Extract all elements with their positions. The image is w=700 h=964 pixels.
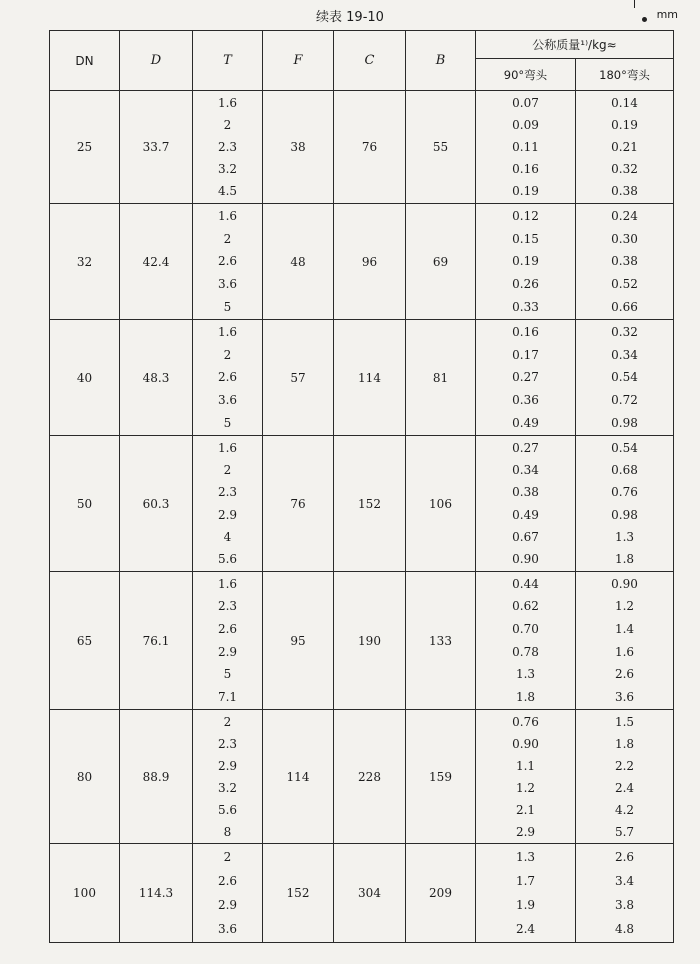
cell-mass-180-value: 4.2: [614, 802, 635, 817]
cell-wall-thickness-value: 1.6: [217, 208, 238, 223]
cell-wall-thickness: [193, 710, 263, 844]
cell-c: 152: [334, 436, 406, 572]
cell-c: 76: [334, 91, 406, 204]
header-t: T: [193, 31, 263, 91]
cell-mass-180-value: 0.30: [611, 231, 638, 246]
cell-f: 152: [263, 844, 334, 943]
cell-mass-180-value: 0.19: [611, 117, 638, 132]
cell-mass-90: [476, 320, 576, 436]
cell-wall-thickness-value: 3.2: [217, 162, 238, 177]
cell-mass-90-value: 0.26: [512, 277, 539, 292]
cell-dn: 40: [50, 320, 120, 436]
cell-mass-90-value: 0.19: [512, 184, 539, 199]
cell-mass-180-value: 2.6: [614, 667, 635, 682]
table-row: [50, 436, 674, 572]
cell-mass-180: [576, 91, 674, 204]
cell-dn: 50: [50, 436, 120, 572]
cell-mass-90-value: 1.8: [515, 690, 536, 705]
cell-c: 114: [334, 320, 406, 436]
cell-mass-180-value: 1.2: [614, 599, 635, 614]
cell-wall-thickness-value: 2.6: [217, 873, 238, 888]
cell-outer-diameter: 88.9: [120, 710, 193, 844]
cell-mass-90-value: 0.62: [512, 599, 539, 614]
cell-wall-thickness-value: 5: [223, 416, 232, 431]
header-180-elbow: 180°弯头: [576, 59, 674, 91]
cell-mass-90-value: 0.07: [512, 95, 539, 110]
cell-mass-180: [576, 710, 674, 844]
cell-wall-thickness-value: 8: [223, 824, 232, 839]
cell-mass-180-value: 0.98: [611, 507, 638, 522]
cell-wall-thickness-value: 2.3: [217, 485, 238, 500]
cell-c: 190: [334, 572, 406, 710]
cell-wall-thickness-value: 2: [223, 849, 232, 864]
cell-mass-90-value: 1.9: [515, 898, 536, 913]
cell-wall-thickness-value: 2.9: [217, 644, 238, 659]
cell-wall-thickness: [193, 572, 263, 710]
header-nominal-mass: 公称质量¹⁾/kg≈: [476, 31, 674, 59]
cell-wall-thickness-value: 2.6: [217, 254, 238, 269]
cell-mass-90-value: 0.15: [512, 231, 539, 246]
header-b: B: [406, 31, 476, 91]
cell-mass-180-value: 0.98: [611, 416, 638, 431]
header-d: D: [120, 31, 193, 91]
cell-wall-thickness-value: 3.6: [217, 277, 238, 292]
cell-wall-thickness-value: 3.6: [217, 922, 238, 937]
cell-mass-180-value: 1.4: [614, 622, 635, 637]
cell-mass-90: [476, 436, 576, 572]
cell-outer-diameter: 60.3: [120, 436, 193, 572]
cell-mass-90-value: 1.3: [515, 667, 536, 682]
elbow-dimension-table: [49, 30, 674, 943]
cell-mass-180-value: 3.4: [614, 873, 635, 888]
cell-wall-thickness-value: 2.9: [217, 758, 238, 773]
cell-c: 228: [334, 710, 406, 844]
cell-outer-diameter: 33.7: [120, 91, 193, 204]
cell-mass-180-value: 0.76: [611, 485, 638, 500]
table-row: [50, 572, 674, 710]
cell-mass-90-value: 1.3: [515, 849, 536, 864]
cell-mass-90: [476, 572, 576, 710]
bullet-dot: [642, 17, 647, 22]
cell-mass-90-value: 0.49: [512, 416, 539, 431]
cell-mass-90-value: 0.11: [512, 139, 539, 154]
cell-f: 95: [263, 572, 334, 710]
table-row: [50, 710, 674, 844]
cell-mass-180-value: 0.32: [611, 162, 638, 177]
cell-wall-thickness-value: 1.6: [217, 576, 238, 591]
cell-dn: 65: [50, 572, 120, 710]
cell-wall-thickness-value: 2.3: [217, 736, 238, 751]
cell-mass-180-value: 1.8: [614, 736, 635, 751]
cell-mass-180: [576, 844, 674, 943]
cell-mass-90-value: 1.7: [515, 873, 536, 888]
cell-mass-180-value: 2.4: [614, 780, 635, 795]
cell-mass-180-value: 0.54: [611, 440, 638, 455]
header-90-elbow: 90°弯头: [476, 59, 576, 91]
cell-mass-90: [476, 844, 576, 943]
cell-wall-thickness-value: 2: [223, 462, 232, 477]
cell-mass-90-value: 2.9: [515, 824, 536, 839]
cell-c: 304: [334, 844, 406, 943]
cell-mass-90-value: 0.78: [512, 644, 539, 659]
table-caption: 续表 19-10: [316, 10, 384, 25]
cell-mass-90-value: 0.76: [512, 714, 539, 729]
cell-mass-180-value: 0.38: [611, 254, 638, 269]
cell-b: 55: [406, 91, 476, 204]
cell-wall-thickness-value: 7.1: [217, 690, 238, 705]
cell-wall-thickness-value: 1.6: [217, 324, 238, 339]
cell-wall-thickness-value: 4: [223, 529, 232, 544]
cell-wall-thickness: [193, 204, 263, 320]
cell-mass-90-value: 1.1: [515, 758, 536, 773]
cell-outer-diameter: 42.4: [120, 204, 193, 320]
cell-wall-thickness-value: 2.9: [217, 507, 238, 522]
cell-mass-90-value: 0.67: [512, 529, 539, 544]
cell-mass-90-value: 0.38: [512, 485, 539, 500]
cell-wall-thickness-value: 1.6: [217, 440, 238, 455]
table-row: [50, 844, 674, 943]
cell-dn: 32: [50, 204, 120, 320]
cell-mass-180-value: 0.38: [611, 184, 638, 199]
cell-f: 76: [263, 436, 334, 572]
cell-wall-thickness-value: 2.6: [217, 622, 238, 637]
cell-b: 133: [406, 572, 476, 710]
cell-mass-180-value: 1.5: [614, 714, 635, 729]
cell-f: 114: [263, 710, 334, 844]
cell-mass-180-value: 3.6: [614, 690, 635, 705]
cell-dn: 100: [50, 844, 120, 943]
cell-mass-90-value: 0.33: [512, 300, 539, 315]
cell-mass-180-value: 1.3: [614, 529, 635, 544]
cell-wall-thickness-value: 1.6: [217, 95, 238, 110]
cell-mass-90-value: 0.09: [512, 117, 539, 132]
cell-wall-thickness-value: 2: [223, 714, 232, 729]
cell-mass-90-value: 0.49: [512, 507, 539, 522]
cell-f: 38: [263, 91, 334, 204]
cell-mass-90-value: 0.44: [512, 576, 539, 591]
table-row: [50, 320, 674, 436]
cell-dn: 80: [50, 710, 120, 844]
cell-mass-180-value: 1.8: [614, 552, 635, 567]
cell-mass-90-value: 0.27: [512, 440, 539, 455]
cell-mass-180: [576, 572, 674, 710]
cell-c: 96: [334, 204, 406, 320]
cell-mass-180-value: 5.7: [614, 824, 635, 839]
cell-wall-thickness-value: 2: [223, 231, 232, 246]
cell-mass-90-value: 0.16: [512, 324, 539, 339]
cell-outer-diameter: 114.3: [120, 844, 193, 943]
cell-mass-90-value: 1.2: [515, 780, 536, 795]
cell-wall-thickness-value: 2.3: [217, 139, 238, 154]
cell-mass-180-value: 0.72: [611, 393, 638, 408]
cell-mass-180-value: 0.34: [611, 347, 638, 362]
table-row: [50, 204, 674, 320]
cell-mass-180-value: 0.68: [611, 462, 638, 477]
cell-dn: 25: [50, 91, 120, 204]
cell-mass-180-value: 0.32: [611, 324, 638, 339]
cell-mass-90-value: 0.17: [512, 347, 539, 362]
cell-mass-180-value: 0.14: [611, 95, 638, 110]
cell-b: 209: [406, 844, 476, 943]
cell-mass-90-value: 0.70: [512, 622, 539, 637]
cell-mass-180-value: 2.6: [614, 849, 635, 864]
cell-b: 159: [406, 710, 476, 844]
cell-mass-180: [576, 436, 674, 572]
cell-mass-180-value: 4.8: [614, 922, 635, 937]
header-c: C: [334, 31, 406, 91]
unit-label: mm: [656, 8, 678, 21]
cell-mass-180: [576, 204, 674, 320]
cell-mass-180-value: 3.8: [614, 898, 635, 913]
cell-b: 106: [406, 436, 476, 572]
cell-mass-90: [476, 91, 576, 204]
cell-mass-90-value: 0.27: [512, 370, 539, 385]
cell-mass-90-value: 0.19: [512, 254, 539, 269]
cell-wall-thickness-value: 2: [223, 117, 232, 132]
cell-wall-thickness: [193, 320, 263, 436]
cell-wall-thickness-value: 2.9: [217, 898, 238, 913]
cell-wall-thickness-value: 2: [223, 347, 232, 362]
cell-wall-thickness-value: 5: [223, 300, 232, 315]
cell-wall-thickness-value: 4.5: [217, 184, 238, 199]
cell-wall-thickness-value: 2.3: [217, 599, 238, 614]
cell-wall-thickness-value: 3.2: [217, 780, 238, 795]
cell-wall-thickness-value: 2.6: [217, 370, 238, 385]
cell-outer-diameter: 48.3: [120, 320, 193, 436]
cell-b: 81: [406, 320, 476, 436]
cell-wall-thickness-value: 5.6: [217, 552, 238, 567]
cell-mass-180-value: 2.2: [614, 758, 635, 773]
cell-mass-180-value: 0.54: [611, 370, 638, 385]
table-body: [50, 91, 674, 943]
cell-mass-180-value: 0.52: [611, 277, 638, 292]
cell-mass-180-value: 0.24: [611, 208, 638, 223]
cell-mass-90-value: 0.34: [512, 462, 539, 477]
cell-mass-90-value: 0.90: [512, 552, 539, 567]
header-f: F: [263, 31, 334, 91]
cell-mass-90: [476, 204, 576, 320]
cell-wall-thickness: [193, 436, 263, 572]
cell-wall-thickness: [193, 844, 263, 943]
cell-f: 57: [263, 320, 334, 436]
cell-mass-90-value: 0.16: [512, 162, 539, 177]
cell-mass-180-value: 0.21: [611, 139, 638, 154]
cell-mass-180-value: 1.6: [614, 644, 635, 659]
cell-mass-180-value: 0.90: [611, 576, 638, 591]
cell-mass-90: [476, 710, 576, 844]
cell-wall-thickness-value: 3.6: [217, 393, 238, 408]
cell-mass-90-value: 0.36: [512, 393, 539, 408]
cell-mass-180-value: 0.66: [611, 300, 638, 315]
cell-outer-diameter: 76.1: [120, 572, 193, 710]
table-row: [50, 91, 674, 204]
cell-wall-thickness-value: 5: [223, 667, 232, 682]
header-dn: DN: [50, 31, 120, 91]
cell-mass-90-value: 0.12: [512, 208, 539, 223]
cell-mass-90-value: 2.1: [515, 802, 536, 817]
cell-wall-thickness-value: 5.6: [217, 802, 238, 817]
cell-mass-180: [576, 320, 674, 436]
cell-b: 69: [406, 204, 476, 320]
cell-mass-90-value: 2.4: [515, 922, 536, 937]
cell-wall-thickness: [193, 91, 263, 204]
cell-mass-90-value: 0.90: [512, 736, 539, 751]
cell-f: 48: [263, 204, 334, 320]
